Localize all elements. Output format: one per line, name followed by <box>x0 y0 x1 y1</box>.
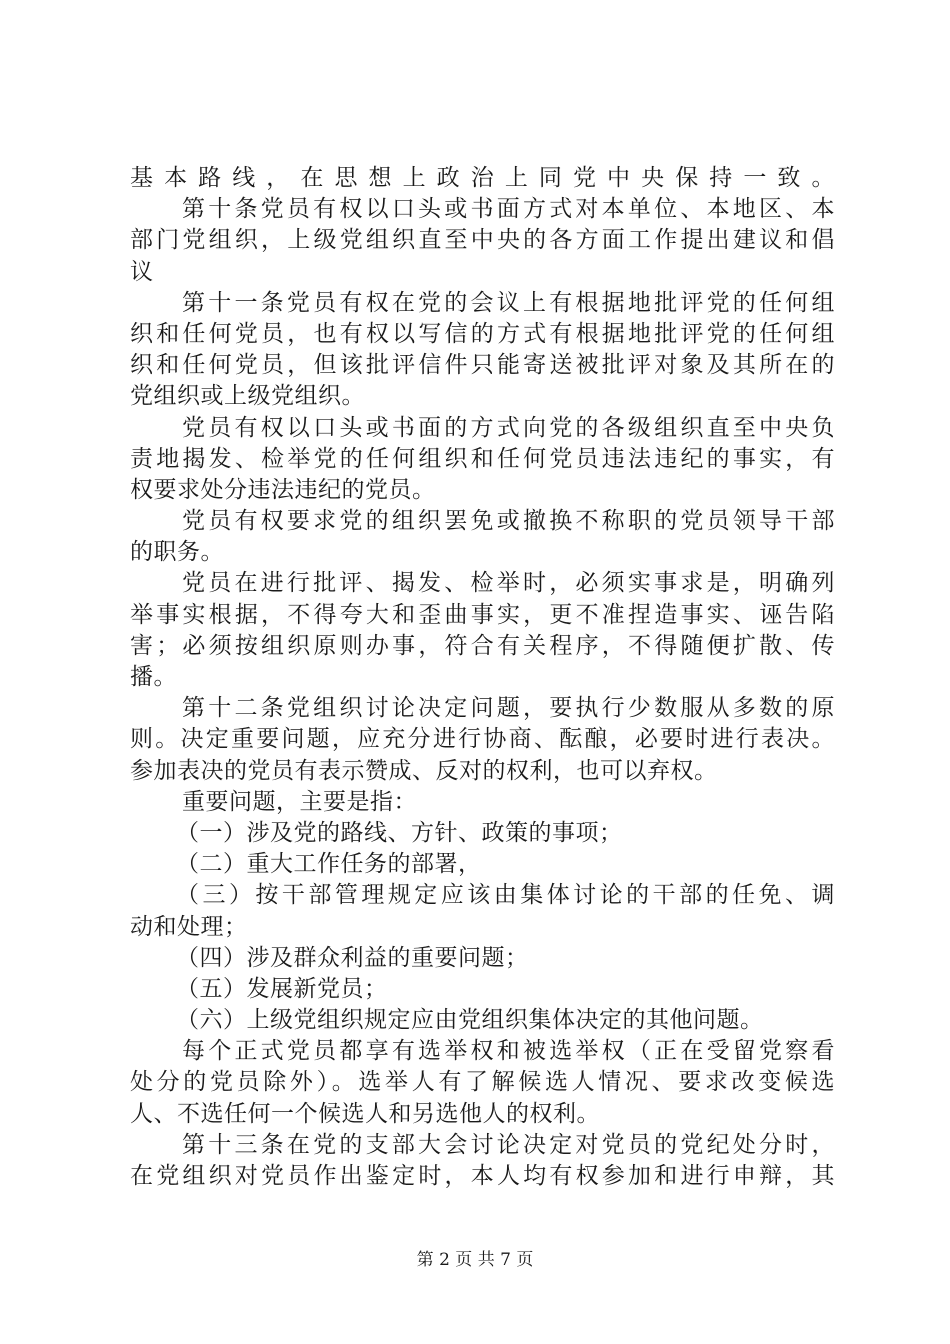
text-line: 党员有权以口头或书面的方式向党的各级组织直至中央负 <box>182 414 835 441</box>
text-line: 责地揭发、检举党的任何组织和任何党员违法违纪的事实，有 <box>130 445 835 472</box>
text-line: 部门党组织，上级党组织直至中央的各方面工作提出建议和倡 <box>130 227 835 254</box>
text-line: （六）上级党组织规定应由党组织集体决定的其他问题。 <box>176 1007 764 1034</box>
text-line: 处分的党员除外）。选举人有了解候选人情况、要求改变候选 <box>130 1069 835 1096</box>
text-line: 举事实根据，不得夸大和歪曲事实，更不准捏造事实、诬告陷 <box>130 601 835 628</box>
text-line: 动和处理； <box>130 913 248 940</box>
document-body <box>130 163 835 1192</box>
text-line: 重要问题，主要是指： <box>182 788 417 815</box>
text-line: 第十二条党组织讨论决定问题，要执行少数服从多数的原 <box>182 695 835 722</box>
text-line: （一）涉及党的路线、方针、政策的事项； <box>176 819 623 846</box>
text-line: 议 <box>130 258 154 285</box>
text-line: （四）涉及群众利益的重要问题； <box>176 944 529 971</box>
text-line: 织和任何党员，但该批评信件只能寄送被批评对象及其所在的 <box>130 352 835 379</box>
text-line: 第十三条在党的支部大会讨论决定对党员的党纪处分时， <box>182 1131 835 1158</box>
text-line: 基本路线，在思想上政治上同党中央保持一致。 <box>130 165 835 191</box>
text-line: 每个正式党员都享有选举权和被选举权（正在受留党察看 <box>182 1038 835 1065</box>
text-line: 第十条党员有权以口头或书面方式对本单位、本地区、本 <box>182 196 835 223</box>
text-line: 人、不选任何一个候选人和另选他人的权利。 <box>130 1100 600 1127</box>
text-line: 害；必须按组织原则办事，符合有关程序，不得随便扩散、传 <box>130 632 835 659</box>
text-line: 第十一条党员有权在党的会议上有根据地批评党的任何组 <box>182 289 835 316</box>
text-line: 的职务。 <box>130 539 224 566</box>
page-number-footer: 第 2 页 共 7 页 <box>416 1250 534 1270</box>
text-line: 党员有权要求党的组织罢免或撤换不称职的党员领导干部 <box>182 508 835 535</box>
text-line: 播。 <box>130 664 177 690</box>
text-line: 党员在进行批评、揭发、检举时，必须实事求是，明确列 <box>182 570 835 597</box>
text-line: （三）按干部管理规定应该由集体讨论的干部的任免、调 <box>176 882 835 909</box>
text-line: 则。决定重要问题，应充分进行协商、酝酿，必要时进行表决。 <box>130 726 835 753</box>
text-line: （二）重大工作任务的部署， <box>176 851 482 878</box>
text-line: 参加表决的党员有表示赞成、反对的权利，也可以弃权。 <box>130 757 718 784</box>
text-line: （五）发展新党员； <box>176 975 388 1002</box>
text-line: 织和任何党员，也有权以写信的方式有根据地批评党的任何组 <box>130 320 835 347</box>
text-line: 在党组织对党员作出鉴定时，本人均有权参加和进行申辩，其 <box>130 1163 835 1189</box>
text-line: 权要求处分违法违纪的党员。 <box>130 476 436 503</box>
text-line: 党组织或上级党组织。 <box>130 383 365 410</box>
